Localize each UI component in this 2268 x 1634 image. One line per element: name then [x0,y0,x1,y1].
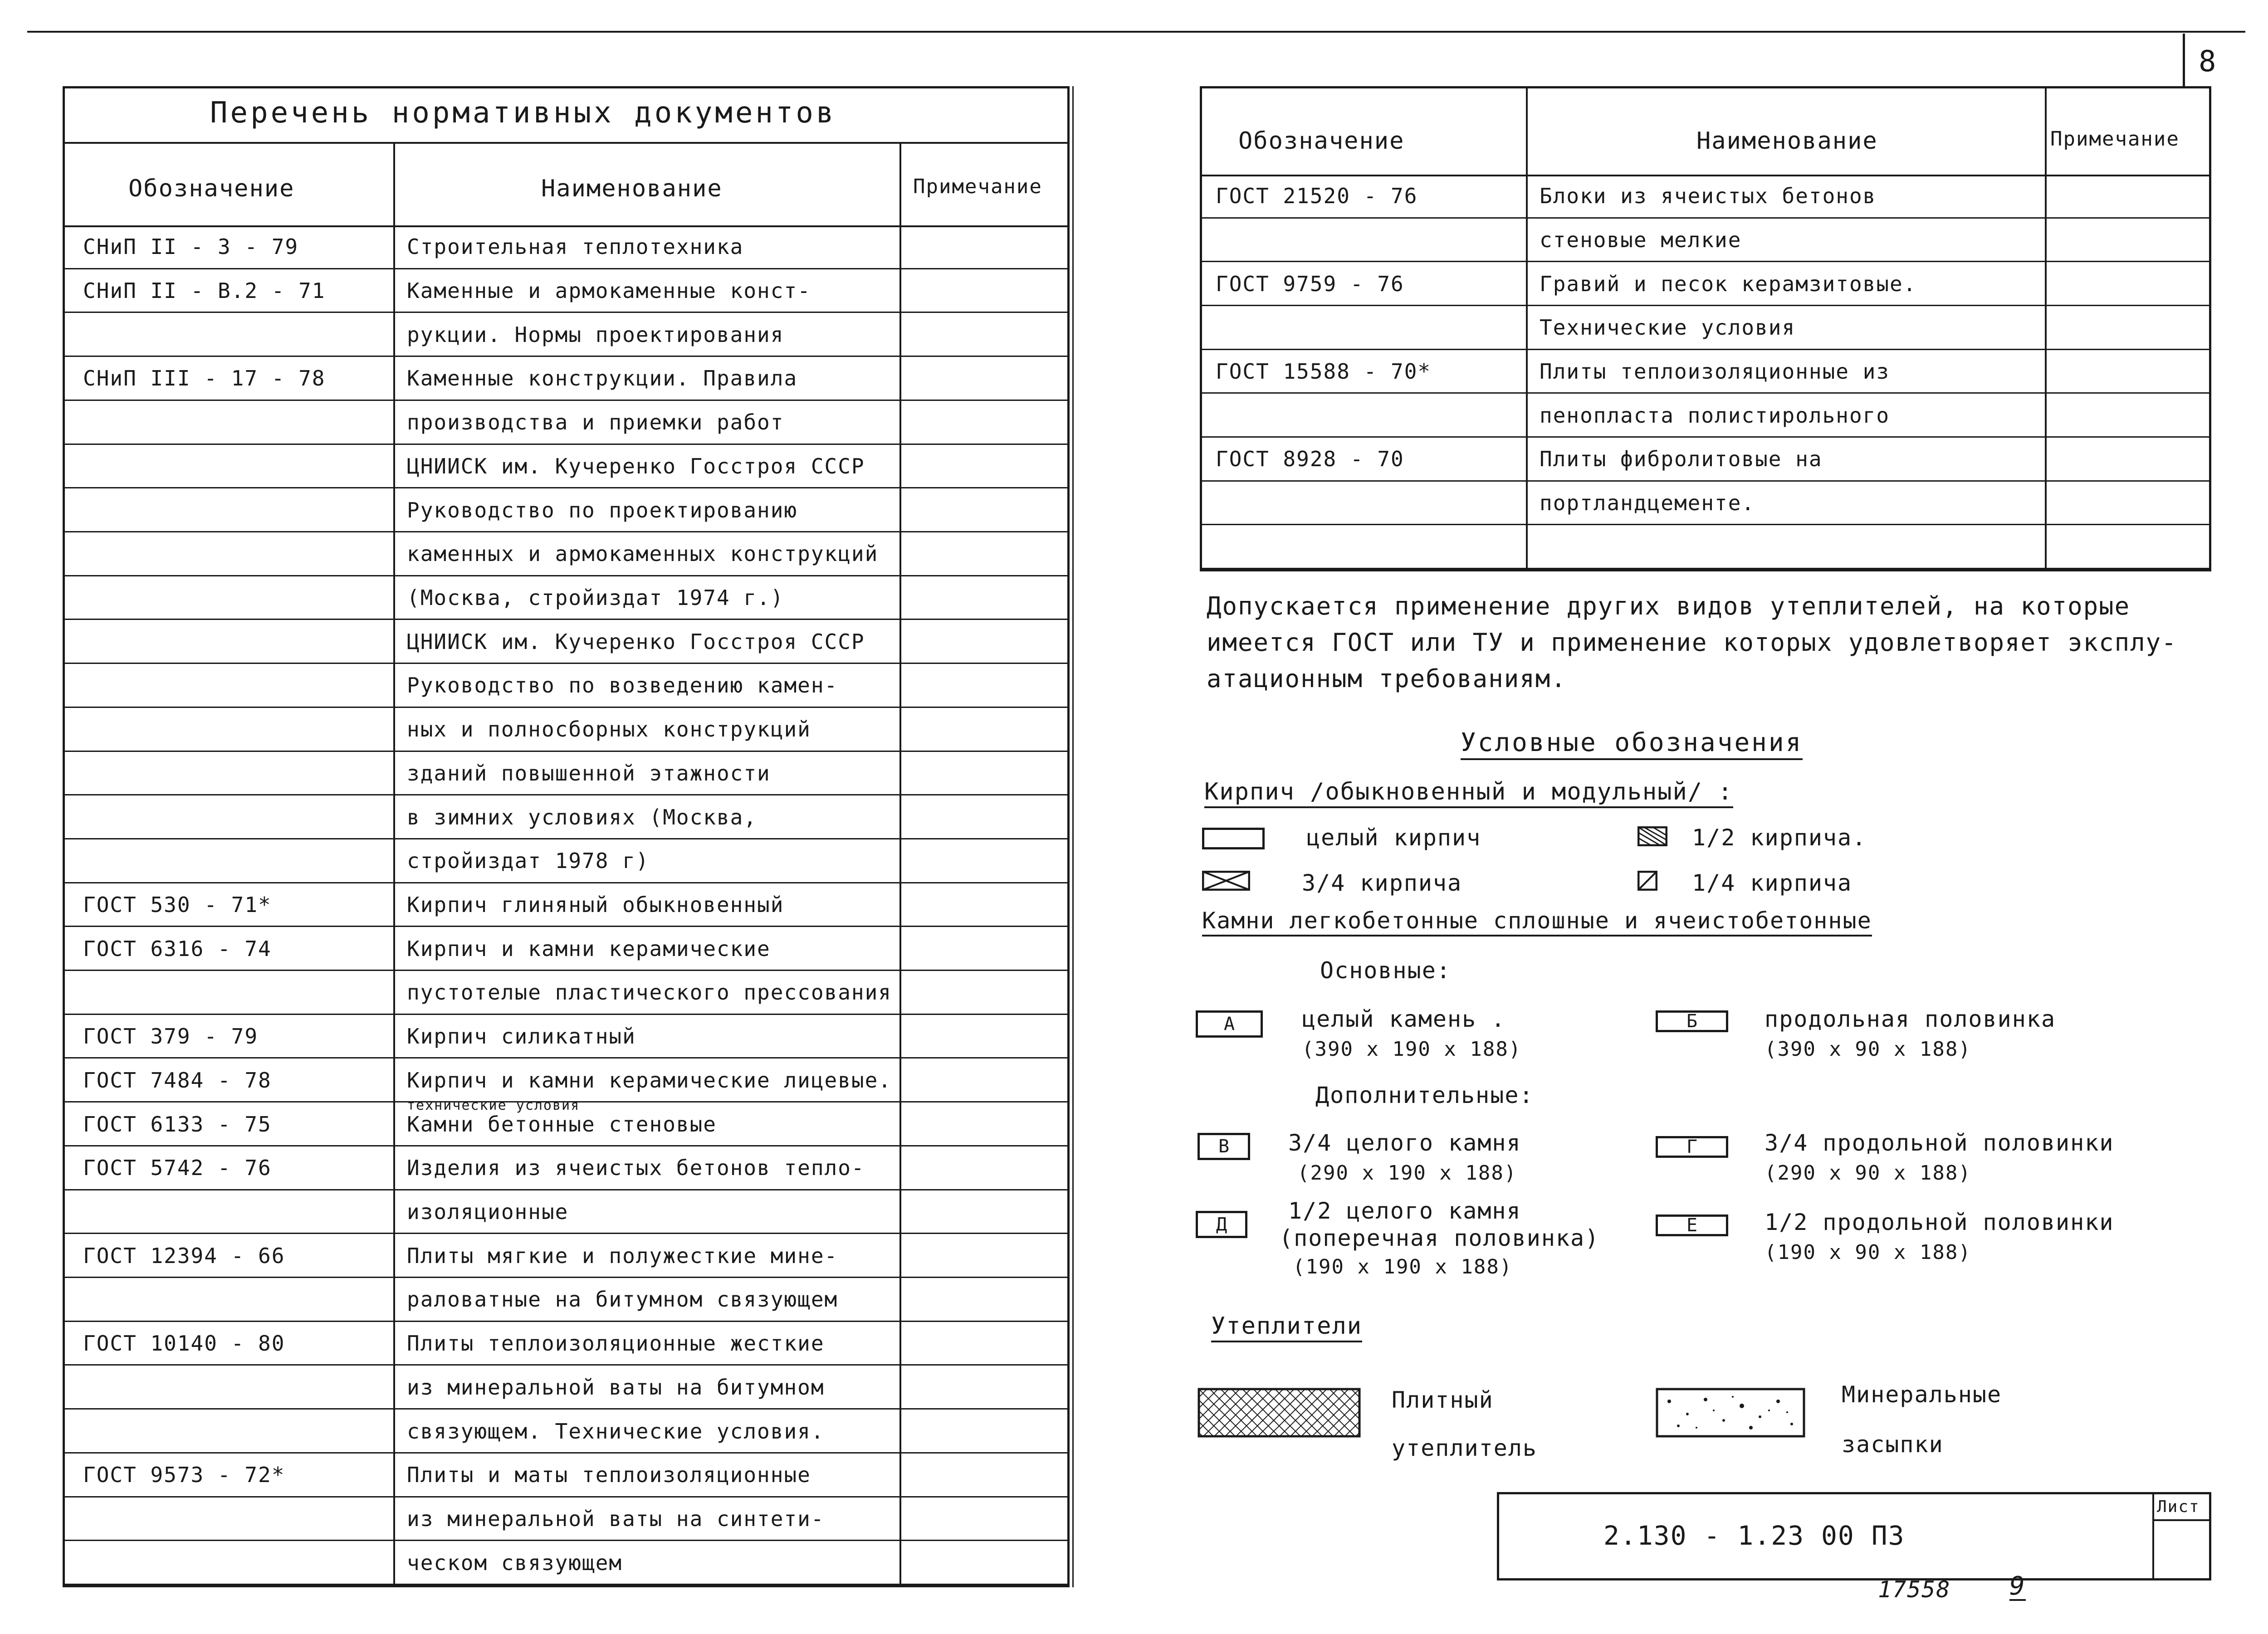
table-row [1202,394,2209,438]
legend-title: Условные обозначения [1461,730,1803,760]
table-row [65,269,1067,313]
table-row [65,1454,1067,1497]
right-header-note: Примечание [2050,127,2180,151]
slab-insulation-label-1: Плитный [1392,1387,1494,1413]
left-sub-note: технические условия [407,1097,580,1113]
row-designation: ГОСТ 21520 - 76 [1216,184,1418,209]
row-designation: ГОСТ 5742 - 76 [83,1156,272,1180]
slab-insulation-label-2: утеплитель [1392,1435,1538,1461]
stone-d-name2: (поперечная половинка) [1279,1225,1600,1251]
table-row [65,971,1067,1015]
quarter-brick-label: 1/4 кирпича [1692,870,1853,896]
table-row [65,1278,1067,1322]
row-name: Кирпич глиняный обыкновенный [407,892,784,917]
table-row [65,883,1067,927]
row-name: Руководство по возведению камен- [407,673,838,698]
row-name: Кирпич и камни керамические [407,936,771,961]
row-name: Блоки из ячеистых бетонов [1540,184,1877,209]
whole-brick-label: целый кирпич [1306,824,1481,851]
table-row [1202,306,2209,350]
table-row [65,708,1067,752]
row-name: Плиты и маты теплоизоляционные [407,1463,811,1488]
left-table [63,86,1070,1587]
fold-line [1072,86,1074,1587]
stone-a-name: целый камень . [1302,1006,1506,1032]
brick-heading: Кирпич /обыкновенный и модульный/ : [1204,780,1733,808]
row-name: ческом связующем [407,1550,623,1575]
table-row [65,1322,1067,1366]
table-row [65,1015,1067,1059]
stone-v-symbol [1198,1133,1250,1160]
archive-sheet: 9 [2009,1571,2026,1601]
left-header-designation: Обозначение [128,175,295,202]
row-name: Плиты мягкие и полужесткие мине- [407,1243,838,1268]
three-quarter-brick-symbol [1202,871,1250,891]
row-name: раловатные на битумном связующем [407,1287,838,1312]
whole-brick-symbol [1202,828,1265,849]
row-name: стеновые мелкие [1540,227,1742,252]
stone-d-name: 1/2 целого камня [1288,1198,1521,1224]
row-name: Технические условия [1540,315,1796,340]
sheet-number: 8 [2199,45,2217,78]
row-name: рукции. Нормы проектирования [407,322,784,347]
table-row [1202,482,2209,526]
stone-heading: Камни легкобетонные сплошные и ячеистобетонные [1202,909,1872,937]
row-name: Плиты фибролитовые на [1540,447,1823,472]
table-row [1202,262,2209,306]
half-brick-symbol [1637,826,1667,846]
table-row [65,1190,1067,1234]
note-line-1: Допускается применение других видов утеплителей, на которые [1207,592,2131,620]
right-header-name: Наименование [1696,127,1878,155]
table-row [65,576,1067,620]
insulation-heading: Утеплители [1211,1314,1362,1342]
row-designation: ГОСТ 7484 - 78 [83,1068,272,1093]
table-row [65,1234,1067,1278]
row-name: Изделия из ячеистых бетонов тепло- [407,1156,865,1180]
mineral-fill-symbol [1656,1388,1805,1438]
stone-d-letter: Д [1216,1214,1227,1235]
table-row [1202,219,2209,263]
row-name: Каменные конструкции. Правила [407,366,798,391]
table-row [65,1366,1067,1410]
table-row [1202,350,2209,394]
row-name: связующем. Технические условия. [407,1419,825,1444]
row-name: Плиты теплоизоляционные из [1540,359,1890,384]
row-name: зданий повышенной этажности [407,761,771,785]
row-name: в зимних условиях (Москва, [407,805,758,829]
row-designation: ГОСТ 530 - 71* [83,892,272,917]
row-name: из минеральной ваты на синтети- [407,1506,825,1531]
stone-e-letter: Е [1686,1215,1698,1236]
row-designation: ГОСТ 6316 - 74 [83,936,272,961]
row-name: производства и приемки работ [407,410,784,435]
stone-a-dims: (390 x 190 x 188) [1302,1038,1522,1061]
mineral-fill-label-2: засыпки [1842,1431,1944,1458]
main-heading: Основные: [1320,957,1451,984]
row-designation: СНиП II - 3 - 79 [83,234,299,259]
stone-a-letter: А [1223,1014,1235,1034]
stone-v-letter: В [1218,1136,1230,1157]
row-designation: ГОСТ 10140 - 80 [83,1331,285,1356]
row-designation: ГОСТ 8928 - 70 [1216,447,1404,472]
table-row [65,1497,1067,1541]
note-line-3: атационным требованиям. [1207,664,1567,693]
stone-d-symbol [1196,1211,1247,1238]
row-designation: ГОСТ 379 - 79 [83,1024,259,1049]
row-name: пустотелые пластического прессования [407,980,892,1005]
table-row [65,401,1067,445]
stone-b-symbol [1656,1010,1728,1032]
title-block [1497,1492,2211,1580]
row-name: Кирпич силикатный [407,1024,636,1049]
stamp-label: Лист [2157,1497,2200,1516]
table-row [65,357,1067,401]
table-row [65,1146,1067,1190]
row-name: Гравий и песок керамзитовые. [1540,271,1917,296]
table-row [65,1410,1067,1454]
right-table [1200,86,2211,571]
three-quarter-brick-label: 3/4 кирпича [1302,870,1462,896]
row-designation: ГОСТ 6133 - 75 [83,1112,272,1136]
stone-e-name: 1/2 продольной половинки [1765,1209,2114,1235]
quarter-brick-symbol [1637,871,1657,891]
row-designation: ГОСТ 9759 - 76 [1216,271,1404,296]
row-name: портландцементе. [1540,490,1755,515]
row-name: ЦНИИСК им. Кучеренко Госстроя СССР [407,454,865,478]
row-designation: ГОСТ 12394 - 66 [83,1243,285,1268]
table-row [65,620,1067,664]
table-row [65,1541,1067,1585]
left-header-note: Примечание [913,175,1042,198]
table-row [65,927,1067,971]
table-row [65,752,1067,796]
row-name: пенопласта полистирольного [1540,403,1890,428]
table-row [65,839,1067,883]
left-table-title: Перечень нормативных документов [210,96,836,130]
drawing-code: 2.130 - 1.23 00 ПЗ [1603,1520,1905,1551]
right-header-designation: Обозначение [1238,127,1405,155]
row-name: стройиздат 1978 г) [407,849,650,873]
table-row [65,445,1067,489]
sheet-number-box [2183,34,2224,87]
stone-b-dims: (390 x 90 x 188) [1765,1038,1971,1061]
table-row [65,664,1067,708]
stone-d-dims: (190 x 190 x 188) [1293,1255,1513,1278]
stone-v-dims: (290 x 190 x 188) [1297,1161,1517,1185]
table-row [65,313,1067,357]
table-row [1202,525,2209,569]
row-name: Каменные и армокаменные конст- [407,278,811,303]
stone-g-dims: (290 x 90 x 188) [1765,1161,1971,1185]
table-row [65,1058,1067,1102]
row-designation: СНиП II - В.2 - 71 [83,278,326,303]
table-row [65,532,1067,576]
stone-e-dims: (190 x 90 x 188) [1765,1241,1971,1264]
stone-g-symbol [1656,1136,1728,1158]
row-name: Плиты теплоизоляционные жесткие [407,1331,825,1356]
table-row [65,488,1067,532]
stone-g-letter: Г [1686,1136,1698,1157]
table-row [65,795,1067,839]
stone-v-name: 3/4 целого камня [1288,1130,1521,1156]
left-table-rows [65,225,1067,1585]
top-border [27,31,2245,33]
stone-a-symbol [1196,1010,1263,1038]
stone-b-letter: Б [1686,1011,1698,1032]
half-brick-label: 1/2 кирпича. [1692,824,1867,851]
row-name: Камни бетонные стеновые [407,1112,717,1136]
row-name: ЦНИИСК им. Кучеренко Госстроя СССР [407,629,865,654]
left-header-name: Наименование [541,175,723,202]
archive-number: 17558 [1878,1576,1951,1603]
row-name: изоляционные [407,1199,569,1224]
right-table-rows [1202,175,2209,569]
row-designation: ГОСТ 15588 - 70* [1216,359,1432,384]
mineral-fill-label-1: Минеральные [1842,1381,2002,1408]
table-row [1202,175,2209,219]
row-designation: СНиП III - 17 - 78 [83,366,326,391]
row-designation: ГОСТ 9573 - 72* [83,1463,285,1488]
row-name: каменных и армокаменных конструкций [407,541,879,566]
row-name: ных и полносборных конструкций [407,717,811,742]
stone-e-symbol [1656,1215,1728,1236]
note-line-2: имеется ГОСТ или ТУ и применение которых удовлетворяет эксплу- [1207,628,2177,657]
stone-g-name: 3/4 продольной половинки [1765,1130,2114,1156]
table-row [65,225,1067,269]
extra-heading: Дополнительные: [1315,1082,1534,1108]
row-name: Кирпич и камни керамические лицевые. [407,1068,892,1093]
row-name: Строительная теплотехника [407,234,744,259]
table-row [1202,438,2209,482]
stone-b-name: продольная половинка [1765,1006,2056,1032]
slab-insulation-symbol [1198,1388,1361,1438]
row-name: из минеральной ваты на битумном [407,1375,825,1400]
row-name: Руководство по проектированию [407,498,798,522]
row-name: (Москва, стройиздат 1974 г.) [407,585,784,610]
